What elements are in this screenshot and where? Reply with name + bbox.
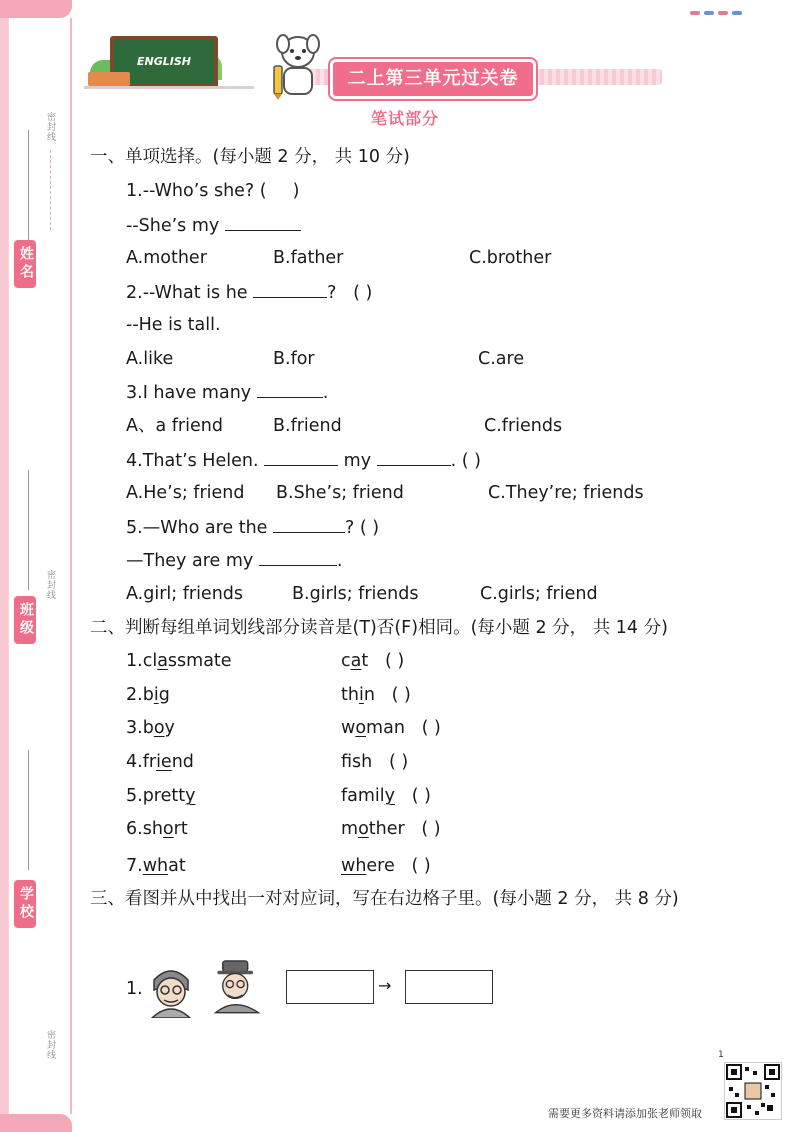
q2-stem-text: 2.--What is he	[126, 283, 248, 303]
q1-stem	[126, 180, 299, 202]
answer-paren[interactable]: ( )	[384, 651, 405, 671]
q5-option-b: B.girls; friends	[292, 584, 419, 604]
answer-paren[interactable]: ( )	[411, 786, 431, 806]
q1-close: )	[292, 181, 300, 201]
seal-line-text: 密封线	[45, 1030, 55, 1060]
arrow-icon: →	[378, 976, 392, 995]
section-title: 笔试部分	[370, 109, 439, 128]
word-part: fr	[142, 752, 157, 772]
word-part: ere	[366, 856, 395, 876]
page-number: 1	[718, 1050, 724, 1060]
p2-row-6-word1	[126, 818, 188, 840]
exam-title-banner: 二上第三单元过关卷	[330, 59, 536, 99]
q1-option-c: C.brother	[469, 248, 552, 268]
seal-dash	[50, 150, 51, 230]
q5-reply-tail: .	[336, 551, 343, 571]
sidebar-border	[8, 18, 72, 1114]
corner-dots	[690, 0, 750, 6]
q1-reply-text: --She’s my	[126, 216, 220, 236]
q4-mid: my	[343, 451, 372, 471]
word-part: ther	[368, 819, 405, 839]
q3-option-b: B.friend	[273, 416, 342, 436]
english-chalkboard: ENGLISH	[110, 36, 218, 88]
word-part: b	[142, 685, 154, 705]
row-num: 2.	[126, 685, 143, 705]
q4-stem	[126, 449, 481, 472]
part2-heading: 二、判断每组单词划线部分读音是(T)否(F)相同。(每小题 2 分， 共 14 分)	[90, 618, 668, 638]
word-part: c	[341, 651, 351, 671]
row-num: 1.	[126, 651, 143, 671]
q5-stem-text: 5.—Who are the	[126, 518, 268, 538]
q4-option-b: B.She’s; friend	[276, 483, 404, 503]
q3-option-c: C.friends	[484, 416, 563, 436]
q5-tail: ? ( )	[345, 518, 380, 538]
q2-paren[interactable]: ( )	[353, 283, 373, 303]
q5-option-c: C.girls; friend	[480, 584, 598, 604]
word-part: famil	[341, 786, 385, 806]
class-label: 班级	[14, 596, 36, 644]
answer-paren[interactable]: ( )	[391, 685, 411, 705]
name-label: 姓名	[14, 240, 36, 288]
dog-mascot-icon	[272, 30, 324, 100]
underlined-letters: o	[355, 718, 367, 738]
q4-stem-text: 4.That’s Helen.	[126, 451, 259, 471]
q2-stem	[126, 281, 372, 304]
school-blank-line	[28, 750, 29, 870]
underlined-letters: wh	[341, 856, 367, 876]
books-decoration	[88, 72, 130, 86]
word-part: at	[168, 856, 186, 876]
p2-row-5-word2	[341, 785, 431, 807]
qr-code-icon[interactable]	[724, 1062, 782, 1120]
underlined-letters: i	[153, 685, 159, 705]
old-woman-picture-icon	[146, 960, 196, 1018]
p2-row-1-word1	[126, 650, 232, 672]
footer-note: 需要更多资料请添加张老师领取	[548, 1107, 702, 1120]
underlined-letters: y	[185, 786, 196, 806]
q5-stem	[126, 516, 379, 539]
underlined-letters: a	[157, 651, 168, 671]
q4-option-c: C.They’re; friends	[488, 483, 644, 503]
fill-blank[interactable]	[377, 449, 451, 466]
q5-reply-text: —They are my	[126, 551, 254, 571]
p2-row-4-word1	[126, 751, 194, 773]
q3-stem-text: 3.I have many	[126, 383, 252, 403]
row-num: 7.	[126, 856, 143, 876]
sidebar-cap-top	[0, 0, 72, 18]
fill-blank[interactable]	[253, 281, 327, 298]
p2-row-3-word1	[126, 717, 175, 739]
p2-row-5-word1	[126, 785, 195, 807]
underlined-letters: o	[358, 819, 369, 839]
q2-option-b: B.for	[273, 349, 315, 369]
underlined-letters: wh	[142, 856, 169, 876]
q3-option-a: A、a friend	[126, 416, 223, 436]
word-part: nd	[171, 752, 194, 772]
answer-paren[interactable]: ( )	[388, 752, 409, 772]
binding-sidebar	[0, 0, 72, 1132]
p2-row-6-word2	[341, 818, 441, 840]
underlined-letters: ie	[156, 752, 172, 772]
answer-paren[interactable]: ( )	[421, 718, 441, 738]
q1-reply	[126, 214, 301, 237]
q2-reply: --He is tall.	[126, 315, 221, 335]
page-header	[84, 14, 684, 109]
underlined-letters: o	[162, 819, 174, 839]
word-part: sh	[142, 819, 163, 839]
q2-option-a: A.like	[126, 349, 174, 369]
word-part: m	[341, 819, 359, 839]
q1-option-b: B.father	[273, 248, 344, 268]
word-part: y	[164, 718, 175, 738]
q4-tail: . ( )	[450, 451, 481, 471]
fill-blank[interactable]	[264, 449, 338, 466]
q5-option-a: A.girl; friends	[126, 584, 244, 604]
name-blank-line	[28, 130, 29, 240]
sidebar-strip	[0, 18, 8, 1114]
p2-row-7-word1	[126, 855, 186, 877]
underlined-letters: i	[358, 685, 364, 705]
old-man-picture-icon	[212, 956, 262, 1014]
q2-option-c: C.are	[478, 349, 525, 369]
part1-heading: 一、单项选择。(每小题 2 分， 共 10 分)	[90, 147, 410, 167]
underlined-letters: o	[153, 718, 165, 738]
word-part: man	[366, 718, 405, 738]
class-blank-line	[28, 470, 29, 590]
word-part: sh	[352, 752, 373, 772]
part3-heading: 三、看图并从中找出一对对应词，写在右边格子里。(每小题 2 分， 共 8 分)	[90, 889, 679, 909]
p2-row-3-word2	[341, 717, 441, 739]
word-part: cl	[142, 651, 158, 671]
fill-blank[interactable]	[273, 516, 345, 533]
school-label: 学校	[14, 880, 36, 928]
underlined-letters: a	[350, 651, 362, 671]
word-part: b	[142, 718, 154, 738]
sidebar-cap-bottom	[0, 1114, 72, 1132]
p3-q1-num: 1.	[126, 979, 143, 999]
word-part: th	[341, 685, 359, 705]
word-part: rt	[173, 819, 188, 839]
fill-blank[interactable]	[259, 549, 337, 566]
q1-stem-text: 1.--Who’s she? (	[126, 181, 267, 201]
p2-row-2-word1	[126, 684, 170, 706]
row-num: 6.	[126, 819, 143, 839]
q1-option-a: A.mother	[126, 248, 207, 268]
q3-tail: .	[322, 383, 329, 403]
word-part: g	[158, 685, 170, 705]
word-part: t	[361, 651, 369, 671]
word-part: f	[341, 752, 353, 772]
p2-row-2-word2	[341, 684, 411, 706]
header-baseline	[84, 86, 254, 89]
answer-paren[interactable]: ( )	[411, 856, 431, 876]
fill-blank[interactable]	[225, 214, 301, 231]
underlined-letters: y	[384, 786, 396, 806]
row-num: 5.	[126, 786, 143, 806]
answer-box-right[interactable]	[405, 970, 493, 1004]
row-num: 4.	[126, 752, 143, 772]
word-part: n	[363, 685, 375, 705]
q3-stem	[126, 381, 328, 404]
word-part: prett	[142, 786, 186, 806]
q2-tail: ?	[327, 283, 337, 303]
p2-row-1-word2	[341, 650, 404, 672]
q4-option-a: A.He’s; friend	[126, 483, 245, 503]
fill-blank[interactable]	[257, 381, 323, 398]
row-num: 3.	[126, 718, 143, 738]
p2-row-4-word2	[341, 751, 408, 773]
word-part: w	[341, 718, 356, 738]
answer-paren[interactable]: ( )	[421, 819, 441, 839]
seal-line-text: 密封线	[45, 570, 55, 600]
seal-line-text: 密封线	[45, 112, 55, 142]
word-part: ssmate	[167, 651, 232, 671]
p2-row-7-word2	[341, 855, 431, 877]
q5-reply	[126, 549, 342, 572]
answer-box-left[interactable]	[286, 970, 374, 1004]
